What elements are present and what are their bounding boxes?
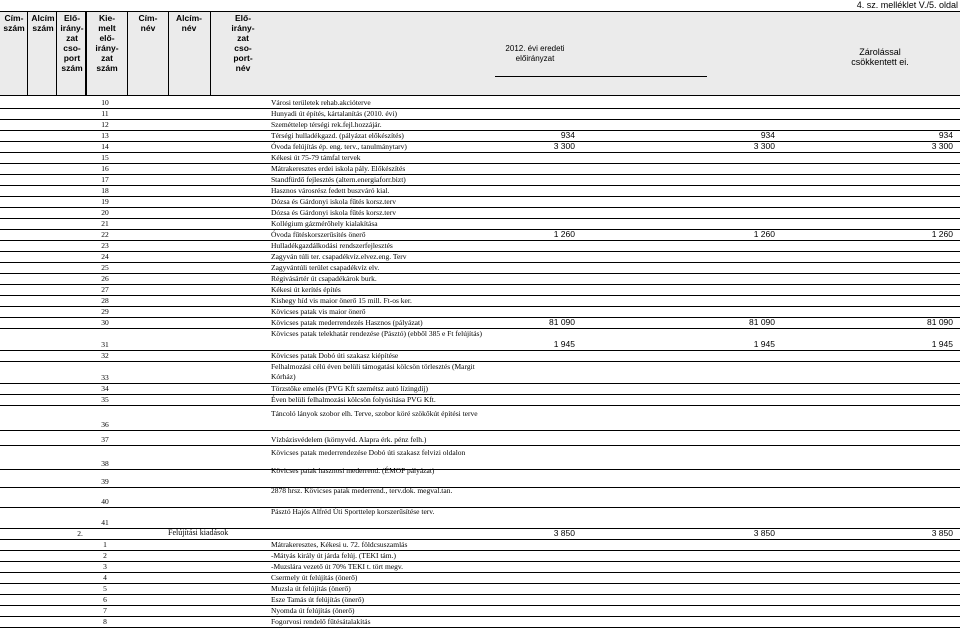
header-col-3: Elő- irány- zat cso- port szám bbox=[60, 13, 84, 73]
row-description: Kishegy híd vis maior önerő 15 mill. Ft-os ker. bbox=[271, 296, 412, 305]
row-description: Nyomda út felújítás (önerő) bbox=[271, 606, 355, 615]
table-row bbox=[0, 207, 960, 218]
row-divider bbox=[0, 487, 960, 488]
row-zarolassal: 934 bbox=[938, 130, 953, 140]
row-number: 1 bbox=[103, 540, 107, 549]
row-number: 2 bbox=[103, 551, 107, 560]
table-row bbox=[0, 130, 960, 141]
row-description: Csermely út felújítás (önerő) bbox=[271, 573, 358, 582]
table-row bbox=[0, 262, 960, 273]
row-number: 24 bbox=[101, 252, 109, 261]
row-number: 37 bbox=[101, 435, 109, 444]
section-number: 2. bbox=[77, 529, 83, 538]
row-divider bbox=[0, 561, 960, 562]
table-row bbox=[0, 185, 960, 196]
row-description: Zagyvántúli terület csapadékvíz elv. bbox=[271, 263, 380, 272]
row-number: 36 bbox=[101, 420, 109, 429]
table-row bbox=[0, 430, 960, 445]
row-description: Kékesi út 75-79 támfal tervek bbox=[271, 153, 361, 162]
row-description: Éven belüli felhalmozási kölcsön folyósítása PVG Kft. bbox=[271, 395, 436, 404]
row-divider bbox=[0, 273, 960, 274]
header-col-2: Alcím szám bbox=[31, 13, 55, 33]
row-eredeti: 934 bbox=[560, 130, 575, 140]
row-number: 20 bbox=[101, 208, 109, 217]
row-uj-mod: 1 945 bbox=[753, 339, 775, 349]
row-divider bbox=[0, 583, 960, 584]
row-number: 6 bbox=[103, 595, 107, 604]
row-number: 40 bbox=[101, 497, 109, 506]
header-eredeti: 2012. évi eredeti előirányzat bbox=[505, 44, 565, 63]
table-row bbox=[0, 119, 960, 130]
header-divider bbox=[56, 11, 57, 95]
table-row bbox=[0, 539, 960, 550]
row-divider bbox=[0, 430, 960, 431]
row-number: 19 bbox=[101, 197, 109, 206]
row-divider bbox=[0, 251, 960, 252]
table-row bbox=[0, 273, 960, 284]
table-row bbox=[0, 97, 960, 108]
row-zarolassal: 81 090 bbox=[927, 317, 953, 327]
table-row bbox=[0, 487, 960, 507]
row-divider bbox=[0, 594, 960, 595]
section-uj-mod: 3 850 bbox=[753, 528, 775, 538]
row-description: Muzsla út felújítás (önerő) bbox=[271, 584, 351, 593]
row-number: 30 bbox=[101, 318, 109, 327]
row-description: Kövicses patak telekhatár rendezése (Pásztó) (ebből 385 e Ft felújítás) bbox=[271, 329, 482, 338]
section-row bbox=[0, 528, 960, 539]
row-divider bbox=[0, 262, 960, 263]
row-number: 17 bbox=[101, 175, 109, 184]
row-description: Táncoló lányok szobor elh. Terve, szobor köré szökőkút építési terve bbox=[271, 409, 478, 418]
header-col-6: Alcím- név bbox=[176, 13, 202, 33]
row-divider bbox=[0, 130, 960, 131]
row-number: 4 bbox=[103, 573, 107, 582]
row-eredeti: 3 300 bbox=[553, 141, 575, 151]
row-uj-mod: 1 260 bbox=[753, 229, 775, 239]
header-col-1: Cím- szám bbox=[3, 13, 25, 33]
row-description: Hunyadi út építés, kártalanítás (2010. évi) bbox=[271, 109, 398, 118]
table-row bbox=[0, 174, 960, 185]
header-divider bbox=[27, 11, 28, 95]
row-divider bbox=[0, 328, 960, 329]
row-description: Dózsa és Gárdonyi iskola fűtés korsz.terv bbox=[271, 208, 396, 217]
table-row bbox=[0, 583, 960, 594]
row-number: 32 bbox=[101, 351, 109, 360]
row-divider bbox=[0, 383, 960, 384]
header-top-line bbox=[0, 11, 960, 12]
row-uj-mod: 934 bbox=[760, 130, 775, 140]
table-row bbox=[0, 466, 960, 487]
row-number: 28 bbox=[101, 296, 109, 305]
row-divider bbox=[0, 295, 960, 296]
row-description: -Muzslára vezető út 70% TEKI t. tört megv. bbox=[271, 562, 404, 571]
section-eredeti: 3 850 bbox=[553, 528, 575, 538]
page-reference: 4. sz. melléklet V./5. oldal bbox=[856, 0, 958, 10]
table-row bbox=[0, 317, 960, 328]
row-description: -Mátyás király út járda felúj. (TEKI tám.) bbox=[271, 551, 396, 560]
row-description: Óvoda fűtéskorszerűsítés önerő bbox=[271, 230, 366, 239]
table-row bbox=[0, 306, 960, 317]
row-description: Kövicses patak hasznosi mederrend. (ÉMOP pályázat) bbox=[271, 466, 435, 475]
table-row bbox=[0, 572, 960, 583]
row-eredeti: 1 945 bbox=[553, 339, 575, 349]
row-divider bbox=[0, 229, 960, 230]
table-row bbox=[0, 284, 960, 295]
row-eredeti: 81 090 bbox=[549, 317, 575, 327]
row-number: 25 bbox=[101, 263, 109, 272]
row-zarolassal: 3 300 bbox=[931, 141, 953, 151]
row-description: Kékesi út kerítés építés bbox=[271, 285, 341, 294]
row-divider bbox=[0, 616, 960, 617]
row-divider bbox=[0, 306, 960, 307]
row-divider bbox=[0, 119, 960, 120]
header-divider bbox=[127, 11, 128, 95]
row-description: Esze Tamás út felújítás (önerő) bbox=[271, 595, 365, 604]
row-divider bbox=[0, 361, 960, 362]
row-divider bbox=[0, 528, 960, 529]
row-number: 5 bbox=[103, 584, 107, 593]
row-divider bbox=[0, 469, 960, 470]
table-row bbox=[0, 594, 960, 605]
row-number: 34 bbox=[101, 384, 109, 393]
row-number: 8 bbox=[103, 617, 107, 626]
row-number: 16 bbox=[101, 164, 109, 173]
row-number: 29 bbox=[101, 307, 109, 316]
row-divider bbox=[0, 539, 960, 540]
row-zarolassal: 1 260 bbox=[931, 229, 953, 239]
table-row bbox=[0, 328, 960, 350]
row-description: 2878 hrsz. Kövicses patak mederrend., terv.dok. megval.tan. bbox=[271, 486, 453, 495]
row-divider bbox=[0, 394, 960, 395]
row-divider bbox=[0, 507, 960, 508]
row-divider bbox=[0, 445, 960, 446]
row-divider bbox=[0, 317, 960, 318]
row-divider bbox=[0, 141, 960, 142]
table-row bbox=[0, 152, 960, 163]
row-number: 22 bbox=[101, 230, 109, 239]
row-description: Kövicses patak mederrendezés Hasznos (pályázat) bbox=[271, 318, 423, 327]
header-col-4: Kie- melt elő- irány- zat szám bbox=[95, 13, 119, 73]
row-number: 3 bbox=[103, 562, 107, 571]
row-number: 12 bbox=[101, 120, 109, 129]
row-number: 7 bbox=[103, 606, 107, 615]
row-divider bbox=[0, 350, 960, 351]
row-divider bbox=[0, 218, 960, 219]
header-col-7: Elő- irány- zat cso- port- név bbox=[231, 13, 255, 73]
row-divider bbox=[0, 284, 960, 285]
row-divider bbox=[0, 207, 960, 208]
header-divider bbox=[210, 11, 211, 95]
row-description: Szeméttelep térségi rek.fejl.hozzájár. bbox=[271, 120, 382, 129]
row-number: 38 bbox=[101, 459, 109, 468]
header-divider bbox=[168, 11, 169, 95]
row-description: Óvoda felújítás ép. eng. terv., tanulmánytarv) bbox=[271, 142, 407, 151]
row-divider bbox=[0, 185, 960, 186]
row-uj-mod: 3 300 bbox=[753, 141, 775, 151]
header-divider bbox=[85, 11, 87, 95]
row-description: Pásztó Hajós Alfréd Úti Sporttelep korszerűsítése terv. bbox=[271, 507, 435, 516]
table-row bbox=[0, 108, 960, 119]
row-number: 26 bbox=[101, 274, 109, 283]
row-description: Hulladékgazdálkodási rendszerfejlesztés bbox=[271, 241, 393, 250]
row-description: Törzstőke emelés (PVG Kft szemétsz autó lízingdíj) bbox=[271, 384, 429, 393]
row-divider bbox=[0, 405, 960, 406]
row-number: 33 bbox=[101, 373, 109, 382]
row-number: 10 bbox=[101, 98, 109, 107]
row-divider bbox=[0, 605, 960, 606]
row-description: Térségi hulladékgazd. (pályázat előkészítés) bbox=[271, 131, 404, 140]
row-divider bbox=[0, 108, 960, 109]
row-number: 11 bbox=[101, 109, 109, 118]
row-description: Régivásártér út csapadékárok burk. bbox=[271, 274, 377, 283]
row-number: 39 bbox=[101, 477, 109, 486]
row-description: Kövicses patak Dobó úti szakasz kiépítése bbox=[271, 351, 399, 360]
row-description: Kollégium gázmérőhely kialakítása bbox=[271, 219, 378, 228]
header-bottom-line bbox=[0, 95, 960, 96]
row-description: Standfürdő fejlesztés (altern.energiaforr.bizt) bbox=[271, 175, 406, 184]
table-row bbox=[0, 295, 960, 306]
row-divider bbox=[0, 196, 960, 197]
row-zarolassal: 1 945 bbox=[931, 339, 953, 349]
row-divider bbox=[0, 152, 960, 153]
row-number: 15 bbox=[101, 153, 109, 162]
row-number: 31 bbox=[101, 340, 109, 349]
row-number: 21 bbox=[101, 219, 109, 228]
table-row bbox=[0, 394, 960, 405]
table-row bbox=[0, 561, 960, 572]
table-row bbox=[0, 218, 960, 229]
row-divider bbox=[0, 240, 960, 241]
table-row bbox=[0, 251, 960, 262]
row-description: Kövicses patak mederrendezése Dobó úti szakasz felvizi oldalon bbox=[271, 448, 466, 457]
row-description: Felhalmozási célú éven belüli támogatási kölcsön törlesztés (Margit Kórház) bbox=[271, 362, 475, 381]
table-row bbox=[0, 383, 960, 394]
row-number: 14 bbox=[101, 142, 109, 151]
row-eredeti: 1 260 bbox=[553, 229, 575, 239]
table-row bbox=[0, 240, 960, 251]
table-row bbox=[0, 196, 960, 207]
row-divider bbox=[0, 163, 960, 164]
row-divider bbox=[0, 174, 960, 175]
header-mid-line bbox=[495, 76, 707, 77]
table-row bbox=[0, 163, 960, 174]
table-row bbox=[0, 229, 960, 240]
row-number: 35 bbox=[101, 395, 109, 404]
row-uj-mod: 81 090 bbox=[749, 317, 775, 327]
row-divider bbox=[0, 572, 960, 573]
table-row bbox=[0, 507, 960, 528]
table-row bbox=[0, 550, 960, 561]
row-description: Fogorvosi rendelő fűtésátalakítás bbox=[271, 617, 371, 626]
table-row bbox=[0, 350, 960, 361]
table-row bbox=[0, 405, 960, 430]
table-row bbox=[0, 361, 960, 383]
row-description: Városi területek rehab.akcióterve bbox=[271, 98, 371, 107]
header-zarolassal: Zárolással csökkentett ei. bbox=[851, 47, 909, 67]
row-description: Mátrakeresztes erdei iskola pály. Előkészítés bbox=[271, 164, 406, 173]
row-number: 23 bbox=[101, 241, 109, 250]
row-description: Kövicses patak vis maior önerő bbox=[271, 307, 366, 316]
row-description: Zagyván túli ter. csapadékvíz.elvez.eng. Terv bbox=[271, 252, 407, 261]
row-divider bbox=[0, 550, 960, 551]
row-number: 27 bbox=[101, 285, 109, 294]
row-description: Dózsa és Gárdonyi iskola fűtés korsz.terv bbox=[271, 197, 396, 206]
row-number: 18 bbox=[101, 186, 109, 195]
section-label: Felújítási kiadások bbox=[168, 528, 229, 537]
table-row bbox=[0, 605, 960, 616]
header-col-5: Cím- név bbox=[138, 13, 158, 33]
table-row bbox=[0, 616, 960, 627]
row-description: Hasznos városrész fedett buszváró kial. bbox=[271, 186, 390, 195]
table-row bbox=[0, 141, 960, 152]
row-description: Mátrakeresztes, Kékesi u. 72. földcsuszamlás bbox=[271, 540, 408, 549]
row-number: 13 bbox=[101, 131, 109, 140]
row-number: 41 bbox=[101, 518, 109, 527]
row-description: Vízbázisvédelem (környvéd. Alapra érk. pénz felh.) bbox=[271, 435, 427, 444]
section-zarolassal: 3 850 bbox=[931, 528, 953, 538]
